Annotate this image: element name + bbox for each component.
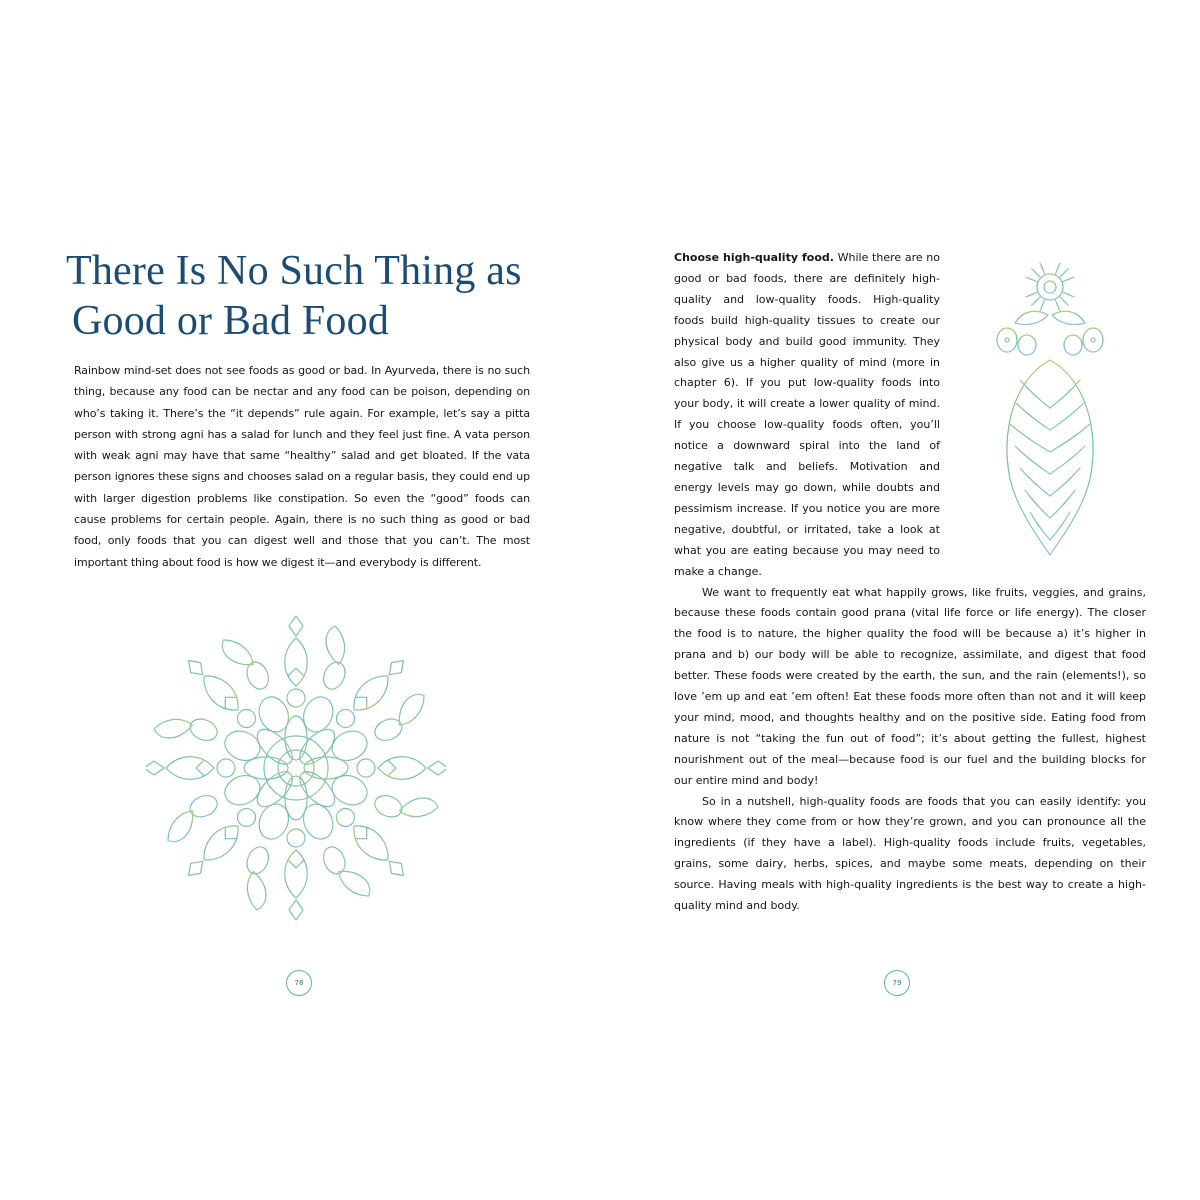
page-number-79: 79 xyxy=(884,970,910,996)
leaf-flower-illustration xyxy=(985,255,1115,560)
page-title xyxy=(66,246,536,346)
paragraph-happily-grows: We want to frequently eat what happily grows, like fruits, veggies, and grains, because these foods contain good prana (vital life force or life energy). The closer the food is to nature, the higher quality the food will be because a) it’s higher in prana and b) our body will be able to recognize, assimilate, and digest that food better. These foods were created by the earth, the sun, and the rain (elements!), so love ’em up and eat ’em often! Eat these foods more often than not and it will keep your mind, mood, and thoughts healthy and on the positive side. Eating food from nature is not “taking the fun out of food”; it’s about getting the fullest, highest nourishment out of the meal—because food is our fuel and the building blocks for our entire mind and body! xyxy=(674,585,1146,787)
paragraph-choose-high-quality xyxy=(674,248,940,583)
mandala-illustration xyxy=(146,613,446,923)
paragraph-nutshell: So in a nutshell, high-quality foods are foods that you can easily identify: you know where they come from or how they’re grown, and you can pronounce all the ingredients (if they have a label). High-quality foods include fruits, vegetables, grains, some dairy, herbs, spices, and maybe some meats, depending on their source. Having meals with high-quality ingredients is the best way to create a high-quality mind and body. xyxy=(674,794,1146,913)
right-page xyxy=(600,0,1200,1200)
page-number-78: 78 xyxy=(286,970,312,996)
left-body-paragraph: Rainbow mind-set does not see foods as good or bad. In Ayurveda, there is no such thing, because any food can be nectar and any food can be poison, depending on who’s taking it. There’s the “it depends” rule again. For example, let’s say a pitta person with strong agni has a salad for lunch and they feel just fine. A vata person with weak agni may have that same “healthy” salad and get bloated. If the vata person ignores these signs and chooses salad on a regular basis, they could end up with larger digestion problems like constipation. So even the “good” foods can cause problems for certain people. Again, there is no such thing as good or bad food, only foods that you can digest well and those that you can’t. The most important thing about food is how we digest it—and everybody is different. xyxy=(74,364,530,569)
paragraph-body: While there are no good or bad foods, there are definitely high-quality and low-quality foods. High-quality foods build high-quality tissues to create our physical body and build good immunity. They also give us a higher quality of mind (more in chapter 6). If you put low-quality foods into your body, it will create a lower quality of mind. If you choose low-quality foods often, you’ll notice a downward spiral into the land of negative talk and beliefs. Motivation and energy levels may go down, while doubts and pessimism increase. If you notice you are more negative, doubtful, or irritated, take a look at what you are eating because you may need to make a change. xyxy=(674,251,940,578)
title-line-1: There Is No Such Thing as xyxy=(66,248,522,294)
paragraph-lead-bold: Choose high-quality food. xyxy=(674,251,834,264)
title-line-2: Good or Bad Food xyxy=(72,298,390,344)
